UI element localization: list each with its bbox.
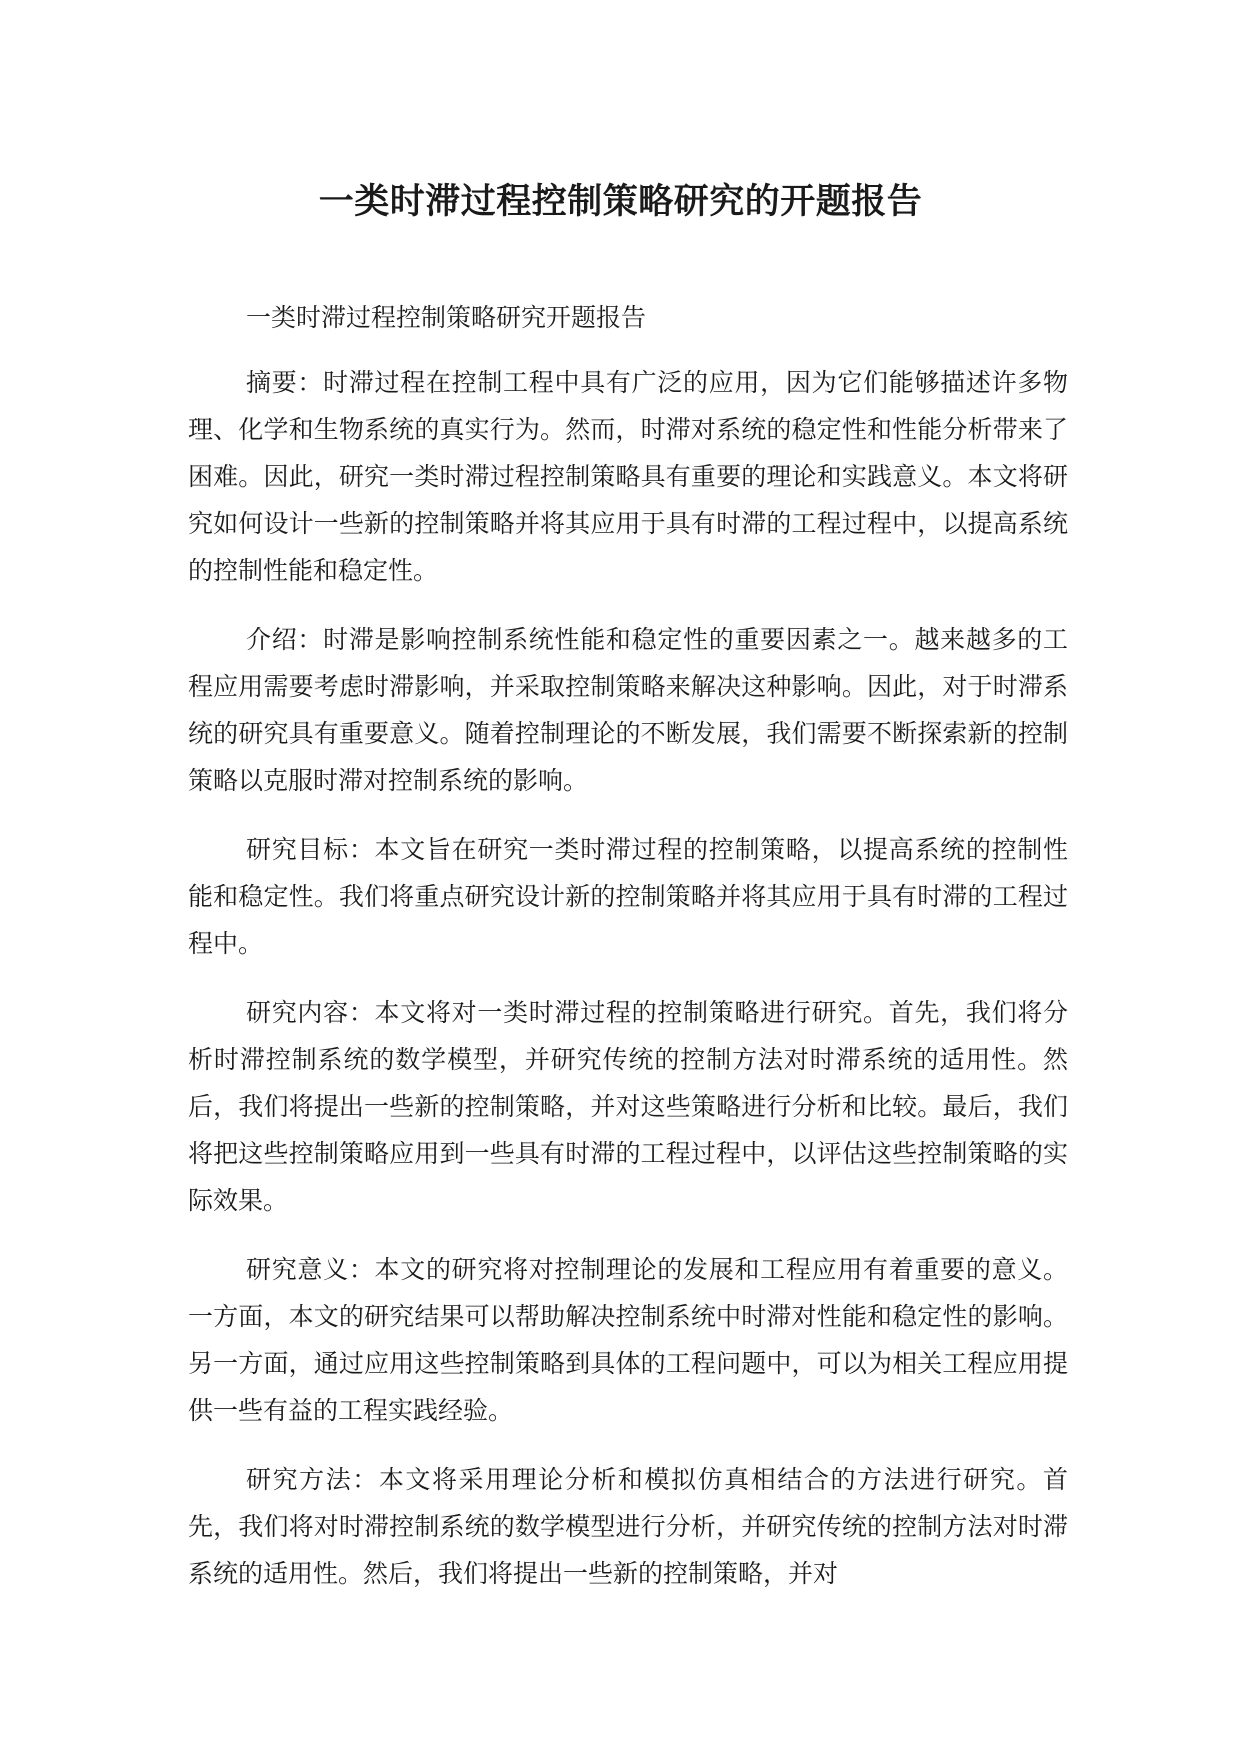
paragraph-research-goal: 研究目标：本文旨在研究一类时滞过程的控制策略，以提高系统的控制性能和稳定性。我们将重点研究设计新的控制策略并将其应用于具有时滞的工程过程中。 [188, 835, 1068, 958]
paragraph-research-significance: 研究意义：本文的研究将对控制理论的发展和工程应用有着重要的意义。一方面，本文的研究结果可以帮助解决控制系统中时滞对性能和稳定性的影响。另一方面，通过应用这些控制策略到具体的工程问题中，可以为相关工程应用提供一些有益的工程实践经验。 [188, 1255, 1068, 1425]
paragraph-introduction: 介绍：时滞是影响控制系统性能和稳定性的重要因素之一。越来越多的工程应用需要考虑时滞影响，并采取控制策略来解决这种影响。因此，对于时滞系统的研究具有重要意义。随着控制理论的不断发展，我们需要不断探索新的控制策略以克服时滞对控制系统的影响。 [188, 625, 1068, 795]
paragraph-research-method: 研究方法：本文将采用理论分析和模拟仿真相结合的方法进行研究。首先，我们将对时滞控制系统的数学模型进行分析，并研究传统的控制方法对时滞系统的适用性。然后，我们将提出一些新的控制策略，并对 [188, 1465, 1068, 1588]
document-body [188, 294, 1068, 1619]
paragraph-abstract: 摘要：时滞过程在控制工程中具有广泛的应用，因为它们能够描述许多物理、化学和生物系统的真实行为。然而，时滞对系统的稳定性和性能分析带来了困难。因此，研究一类时滞过程控制策略具有重要的理论和实践意义。本文将研究如何设计一些新的控制策略并将其应用于具有时滞的工程过程中，以提高系统的控制性能和稳定性。 [188, 368, 1068, 585]
document-title: 一类时滞过程控制策略研究的开题报告 [318, 182, 923, 222]
document-subtitle: 一类时滞过程控制策略研究开题报告 [246, 303, 647, 332]
paragraph-research-content: 研究内容：本文将对一类时滞过程的控制策略进行研究。首先，我们将分析时滞控制系统的数学模型，并研究传统的控制方法对时滞系统的适用性。然后，我们将提出一些新的控制策略，并对这些策略进行分析和比较。最后，我们将把这些控制策略应用到一些具有时滞的工程过程中，以评估这些控制策略的实际效果。 [188, 998, 1068, 1215]
